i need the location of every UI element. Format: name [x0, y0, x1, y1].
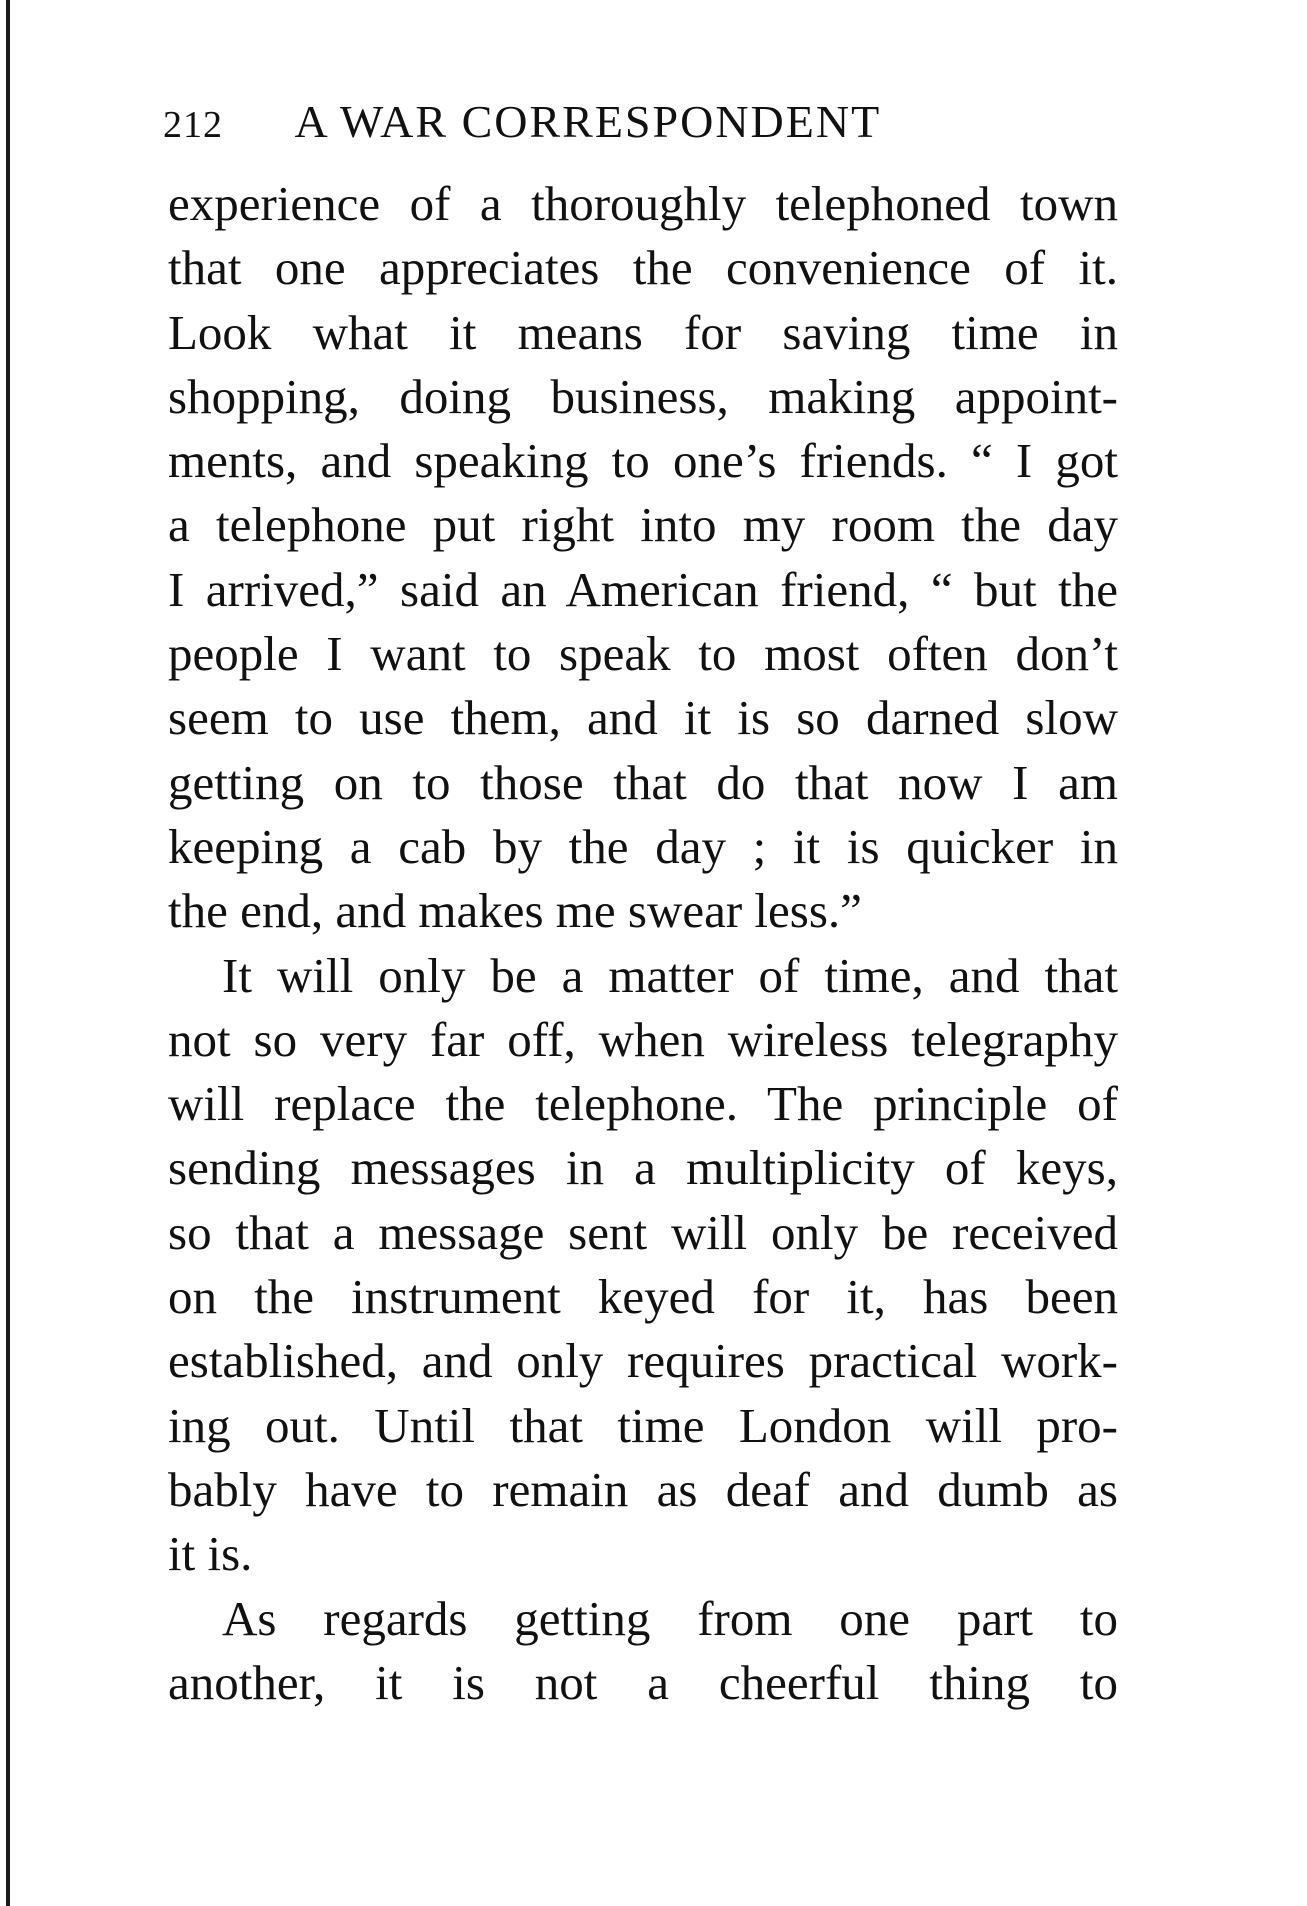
text-line: Look what it means for saving time in — [168, 304, 1118, 360]
text-line: seem to use them, and it is so darned slow — [168, 690, 1118, 746]
text-line: will replace the telephone. The principle of — [168, 1076, 1118, 1132]
text-line: ing out. Until that time London will pro- — [168, 1397, 1118, 1453]
paragraph-first-line: As regards getting from one part to — [222, 1590, 1118, 1646]
text-line: another, it is not a cheerful thing to — [168, 1654, 1118, 1710]
text-line: not so very far off, when wireless telegraphy — [168, 1011, 1118, 1067]
text-line: people I want to speak to most often don’t — [168, 626, 1118, 682]
text-line: getting on to those that do that now I am — [168, 754, 1118, 810]
text-line: on the instrument keyed for it, has been — [168, 1269, 1118, 1325]
page-header — [163, 92, 983, 152]
text-line: keeping a cab by the day ; it is quicker in — [168, 818, 1118, 874]
text-line: established, and only requires practical work- — [168, 1333, 1118, 1389]
text-line: experience of a thoroughly telephoned town — [168, 176, 1118, 231]
running-head: A WAR CORRESPONDENT — [294, 96, 882, 147]
text-line: sending messages in a multiplicity of keys, — [168, 1140, 1118, 1196]
text-line: shopping, doing business, making appoint- — [168, 368, 1118, 424]
text-line: a telephone put right into my room the day — [168, 497, 1118, 553]
binding-edge — [6, 0, 10, 1906]
body-text — [168, 172, 1118, 1715]
text-line: that one appreciates the convenience of it. — [168, 240, 1118, 296]
text-line: it is. — [168, 1526, 253, 1582]
text-line: bably have to remain as deaf and dumb as — [168, 1461, 1118, 1517]
text-line: I arrived,” said an American friend, “ but the — [168, 561, 1118, 617]
paragraph-first-line: It will only be a matter of time, and that — [222, 947, 1118, 1003]
text-line: ments, and speaking to one’s friends. “ I got — [168, 433, 1118, 489]
text-line: the end, and makes me swear less.” — [168, 883, 862, 939]
text-line: so that a message sent will only be received — [168, 1204, 1118, 1260]
page-number: 212 — [163, 104, 223, 146]
